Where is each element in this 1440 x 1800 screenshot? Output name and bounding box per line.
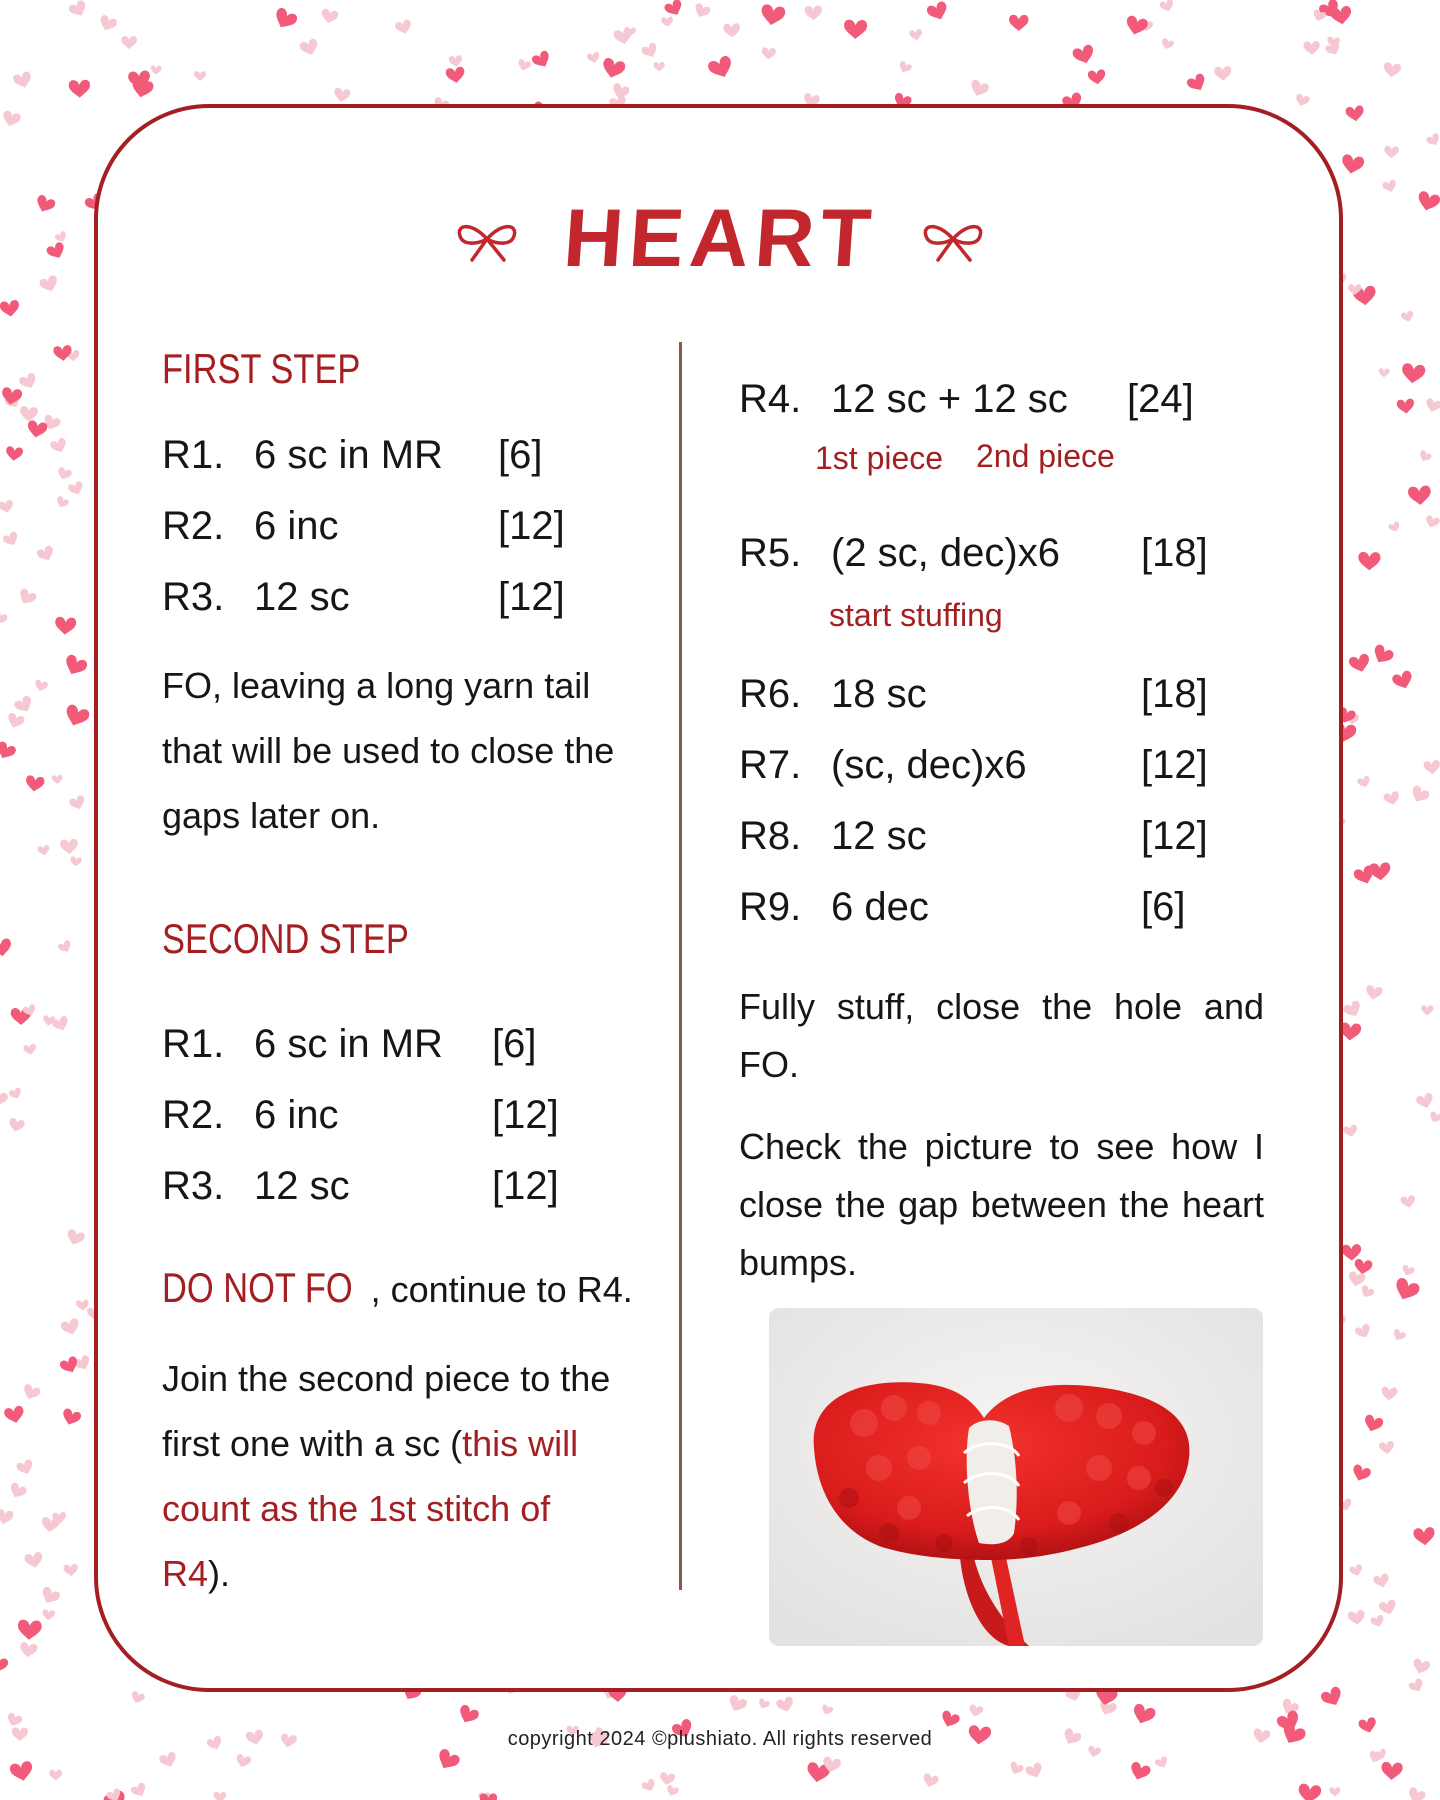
row-r5 [739, 528, 1219, 578]
confetti-heart-icon [1423, 760, 1440, 775]
confetti-heart-icon [661, 16, 674, 27]
confetti-heart-icon [1379, 1441, 1396, 1456]
confetti-heart-icon [939, 1710, 961, 1730]
row-number: R1. [162, 1022, 225, 1066]
confetti-heart-icon [56, 466, 73, 482]
confetti-heart-icon [1341, 1244, 1361, 1261]
confetti-heart-icon [1294, 93, 1310, 108]
confetti-heart-icon [9, 1760, 35, 1783]
confetti-heart-icon [1349, 1564, 1365, 1578]
confetti-heart-icon [62, 653, 89, 679]
join-instruction [162, 1346, 627, 1606]
row-number: R6. [739, 672, 802, 716]
confetti-heart-icon [1421, 1005, 1433, 1015]
confetti-heart-icon [1369, 862, 1392, 881]
confetti-heart-icon [0, 610, 8, 627]
confetti-heart-icon [0, 740, 17, 762]
confetti-heart-icon [0, 1655, 9, 1674]
confetti-heart-icon [0, 938, 13, 958]
confetti-heart-icon [1009, 15, 1029, 31]
copyright-footer: copyright 2024 ©plushiato. All rights reserved [507, 1728, 933, 1750]
confetti-heart-icon [320, 8, 339, 25]
confetti-heart-icon [121, 36, 137, 49]
row-instruction: (sc, dec)x6 [831, 743, 1027, 787]
row-instruction: 12 sc + 12 sc [831, 377, 1068, 421]
confetti-heart-icon [759, 4, 786, 28]
first-step-row-r3 [162, 572, 602, 622]
row-instruction: 6 sc in MR [254, 1022, 443, 1066]
do-not-fo-label: DO NOT FO [162, 1264, 353, 1311]
row-stitch-count: [12] [1141, 814, 1208, 858]
confetti-heart-icon [150, 65, 161, 74]
confetti-heart-icon [1415, 1092, 1435, 1110]
row-instruction: 12 sc [254, 1164, 350, 1208]
confetti-heart-icon [69, 80, 91, 98]
join-text: Join the second piece to the first one with a sc ( [162, 1358, 611, 1464]
confetti-heart-icon [54, 616, 76, 635]
row-stitch-count: [24] [1127, 377, 1194, 421]
row-stitch-count: [6] [492, 1022, 537, 1066]
confetti-heart-icon [445, 66, 466, 84]
row-instruction: 6 sc in MR [254, 433, 443, 477]
confetti-heart-icon [97, 14, 118, 33]
confetti-heart-icon [1370, 643, 1395, 667]
confetti-heart-icon [653, 62, 665, 72]
confetti-heart-icon [1401, 363, 1426, 385]
second-step-row-r2 [162, 1090, 602, 1140]
do-not-fo-line [162, 1264, 662, 1314]
confetti-heart-icon [70, 856, 83, 867]
confetti-heart-icon [1428, 1111, 1440, 1125]
confetti-heart-icon [39, 1585, 62, 1607]
confetti-heart-icon [1, 110, 22, 129]
row-stitch-count: [6] [1141, 885, 1186, 929]
confetti-heart-icon [16, 587, 38, 607]
confetti-heart-icon [726, 1694, 748, 1715]
confetti-heart-icon [1340, 154, 1365, 176]
confetti-heart-icon [1362, 1414, 1384, 1434]
crochet-heart-image [769, 1308, 1263, 1646]
row-stitch-count: [12] [498, 575, 565, 619]
second-step-heading: SECOND STEP [162, 915, 409, 962]
confetti-heart-icon [1347, 1610, 1366, 1627]
confetti-heart-icon [434, 1747, 461, 1773]
confetti-heart-icon [844, 19, 868, 39]
confetti-heart-icon [1411, 1658, 1431, 1676]
confetti-heart-icon [448, 55, 463, 68]
confetti-heart-icon [1324, 41, 1342, 58]
confetti-heart-icon [1319, 1685, 1345, 1709]
confetti-heart-icon [1382, 62, 1401, 79]
confetti-heart-icon [60, 839, 79, 855]
confetti-heart-icon [299, 38, 321, 58]
confetti-heart-icon [1342, 999, 1364, 1019]
row-r6 [739, 669, 1219, 719]
confetti-heart-icon [1392, 1276, 1422, 1303]
row-stitch-count: [6] [498, 433, 543, 477]
confetti-heart-icon [129, 1690, 145, 1705]
confetti-heart-icon [3, 1405, 25, 1425]
confetti-heart-icon [761, 47, 776, 60]
row-stitch-count: [12] [492, 1093, 559, 1137]
confetti-heart-icon [804, 5, 822, 20]
row-number: R2. [162, 1093, 225, 1137]
confetti-heart-icon [40, 1517, 59, 1534]
confetti-heart-icon [34, 679, 49, 692]
confetti-heart-icon [1345, 105, 1365, 122]
row-instruction: 12 sc [831, 814, 927, 858]
row-number: R5. [739, 531, 802, 575]
confetti-heart-icon [49, 1770, 62, 1781]
confetti-heart-icon [8, 1117, 26, 1133]
confetti-heart-icon [1087, 69, 1106, 86]
confetti-heart-icon [42, 1609, 56, 1621]
confetti-heart-icon [1382, 179, 1398, 194]
confetti-heart-icon [13, 694, 35, 715]
confetti-heart-icon [53, 345, 73, 362]
confetti-heart-icon [665, 1784, 680, 1797]
confetti-heart-icon [456, 1703, 481, 1726]
confetti-heart-icon [23, 1043, 38, 1056]
confetti-heart-icon [63, 1563, 79, 1577]
confetti-heart-icon [1381, 1762, 1403, 1781]
confetti-heart-icon [19, 1641, 38, 1658]
confetti-heart-icon [1024, 1762, 1045, 1781]
confetti-heart-icon [0, 386, 23, 406]
row-r8 [739, 811, 1219, 861]
confetti-heart-icon [5, 712, 25, 730]
second-step-row-r1 [162, 1019, 602, 1069]
confetti-heart-icon [25, 775, 45, 793]
row-number: R9. [739, 885, 802, 929]
confetti-heart-icon [1297, 1783, 1322, 1800]
row-stitch-count: [12] [1141, 743, 1208, 787]
r5-note: start stuffing [829, 597, 1003, 633]
confetti-heart-icon [1417, 449, 1432, 463]
confetti-heart-icon [18, 372, 39, 392]
confetti-heart-icon [21, 1383, 41, 1402]
confetti-heart-icon [600, 57, 626, 81]
confetti-heart-icon [531, 49, 553, 70]
confetti-heart-icon [921, 1773, 939, 1789]
confetti-heart-icon [1396, 398, 1415, 414]
row-number: R4. [739, 377, 802, 421]
column-divider [679, 342, 682, 1590]
join-accent-text: this will count as the 1st stitch of R4 [162, 1423, 579, 1594]
row-instruction: 6 dec [831, 885, 929, 929]
row-instruction: 12 sc [254, 575, 350, 619]
confetti-heart-icon [7, 1481, 28, 1501]
first-step-heading: FIRST STEP [162, 345, 361, 392]
confetti-heart-icon [2, 531, 21, 549]
confetti-heart-icon [1124, 15, 1149, 38]
confetti-heart-icon [1348, 653, 1372, 675]
confetti-heart-icon [68, 0, 90, 19]
confetti-heart-icon [897, 60, 913, 75]
row-stitch-count: [12] [492, 1164, 559, 1208]
first-step-row-r2 [162, 501, 602, 551]
confetti-heart-icon [8, 1087, 23, 1101]
row-r9 [739, 882, 1219, 932]
confetti-heart-icon [213, 1792, 226, 1800]
bow-icon [918, 214, 988, 264]
confetti-heart-icon [968, 1704, 984, 1718]
confetti-heart-icon [516, 58, 531, 72]
confetti-heart-icon [775, 1696, 796, 1715]
confetti-heart-icon [640, 42, 660, 61]
confetti-heart-icon [1214, 66, 1232, 81]
confetti-heart-icon [1408, 1677, 1426, 1694]
confetti-heart-icon [909, 29, 923, 42]
confetti-heart-icon [1364, 984, 1383, 1001]
confetti-heart-icon [1130, 1703, 1157, 1728]
confetti-heart-icon [1425, 132, 1440, 148]
row-number: R3. [162, 1164, 225, 1208]
confetti-heart-icon [271, 6, 299, 32]
confetti-heart-icon [49, 437, 69, 455]
confetti-heart-icon [17, 1619, 42, 1640]
confetti-heart-icon [60, 1407, 82, 1427]
row-number: R8. [739, 814, 802, 858]
continue-text: , continue to R4. [370, 1269, 633, 1310]
confetti-heart-icon [663, 0, 685, 19]
join-end-text: ). [208, 1553, 231, 1594]
confetti-heart-icon [26, 420, 48, 440]
bow-icon [452, 214, 522, 264]
confetti-heart-icon [194, 71, 206, 81]
check-picture-instruction: Check the picture to see how I close the gap between the heart bumps. [739, 1126, 1264, 1283]
confetti-heart-icon [1413, 1527, 1436, 1547]
first-step-row-r1 [162, 430, 602, 480]
r4-note-second-piece: 2nd piece [976, 438, 1115, 474]
confetti-heart-icon [51, 774, 63, 784]
confetti-heart-icon [15, 1458, 35, 1477]
row-stitch-count: [12] [498, 504, 565, 548]
confetti-heart-icon [1408, 485, 1432, 506]
row-r7 [739, 740, 1219, 790]
row-number: R3. [162, 575, 225, 619]
confetti-heart-icon [1378, 1599, 1398, 1617]
confetti-heart-icon [12, 70, 34, 90]
confetti-heart-icon [57, 939, 73, 954]
confetti-heart-icon [968, 79, 990, 99]
confetti-heart-icon [65, 1228, 86, 1247]
confetti-heart-icon [1350, 1463, 1372, 1483]
heart-photo [769, 1308, 1263, 1646]
confetti-heart-icon [62, 703, 91, 729]
row-number: R2. [162, 504, 225, 548]
confetti-heart-icon [1356, 775, 1372, 789]
confetti-heart-icon [1400, 1264, 1415, 1278]
confetti-heart-icon [1354, 1323, 1373, 1341]
confetti-heart-icon [757, 1698, 771, 1711]
finish-instruction: Fully stuff, close the hole and FO. [739, 986, 1264, 1085]
confetti-heart-icon [24, 1551, 44, 1569]
row-instruction: 6 inc [254, 1093, 339, 1137]
confetti-heart-icon [1391, 1328, 1407, 1343]
confetti-heart-icon [1370, 1614, 1386, 1629]
confetti-heart-icon [5, 1712, 23, 1729]
confetti-heart-icon [19, 406, 38, 423]
confetti-heart-icon [0, 499, 14, 514]
confetti-heart-icon [1359, 1284, 1376, 1300]
confetti-heart-icon [1160, 37, 1175, 51]
confetti-heart-icon [659, 1772, 676, 1787]
confetti-heart-icon [0, 1508, 14, 1525]
confetti-heart-icon [1372, 1573, 1391, 1590]
confetti-heart-icon [0, 300, 20, 318]
confetti-heart-icon [60, 1317, 82, 1337]
confetti-heart-icon [1383, 791, 1401, 807]
confetti-heart-icon [158, 1751, 178, 1770]
confetti-heart-icon [1154, 1756, 1170, 1771]
confetti-heart-icon [1400, 1195, 1416, 1209]
confetti-heart-icon [1405, 1786, 1426, 1800]
confetti-heart-icon [1185, 72, 1208, 94]
confetti-heart-icon [1384, 146, 1399, 159]
confetti-heart-icon [1159, 0, 1176, 14]
confetti-heart-icon [1128, 1761, 1152, 1783]
row-stitch-count: [18] [1141, 672, 1208, 716]
confetti-heart-icon [1329, 5, 1352, 26]
row-stitch-count: [18] [1141, 531, 1208, 575]
confetti-heart-icon [333, 87, 351, 103]
r4-note-first-piece: 1st piece [815, 440, 944, 476]
page-title: HEART [560, 193, 880, 284]
row-number: R1. [162, 433, 225, 477]
second-step-row-r3 [162, 1161, 602, 1211]
confetti-heart-icon [68, 794, 87, 812]
row-number: R7. [739, 743, 802, 787]
confetti-heart-icon [1303, 41, 1320, 55]
confetti-heart-icon [67, 480, 85, 497]
confetti-heart-icon [707, 54, 736, 81]
row-instruction: 18 sc [831, 672, 927, 716]
confetti-heart-icon [1378, 368, 1389, 377]
confetti-heart-icon [0, 1089, 9, 1108]
confetti-heart-icon [1424, 515, 1440, 530]
confetti-heart-icon [1008, 1761, 1025, 1777]
confetti-heart-icon [692, 2, 711, 20]
row-instruction: (2 sc, dec)x6 [831, 531, 1060, 575]
confetti-heart-icon [1388, 521, 1402, 534]
confetti-heart-icon [36, 545, 57, 564]
confetti-heart-icon [5, 446, 23, 462]
confetti-heart-icon [820, 1704, 834, 1717]
confetti-heart-icon [130, 1782, 149, 1800]
confetti-heart-icon [394, 19, 413, 36]
confetti-heart-icon [586, 51, 601, 64]
confetti-heart-icon [1329, 1787, 1340, 1797]
confetti-heart-icon [1424, 398, 1440, 414]
title-row [0, 193, 1440, 284]
confetti-heart-icon [1071, 44, 1096, 67]
confetti-heart-icon [641, 1778, 658, 1794]
confetti-heart-icon [1358, 552, 1380, 571]
row-r4 [739, 374, 1219, 424]
confetti-heart-icon [1408, 784, 1431, 805]
confetti-heart-icon [1353, 1259, 1372, 1276]
confetti-heart-icon [234, 1753, 252, 1769]
confetti-heart-icon [1381, 1386, 1398, 1401]
confetti-heart-icon [723, 23, 741, 38]
confetti-heart-icon [1391, 670, 1415, 692]
confetti-heart-icon [1400, 310, 1415, 323]
confetti-heart-icon [1343, 1124, 1359, 1138]
confetti-heart-icon [37, 845, 50, 857]
first-step-note: FO, leaving a long yarn tail that will be used to close the gaps later on. [162, 665, 615, 836]
confetti-heart-icon [926, 0, 951, 23]
row-instruction: 6 inc [254, 504, 339, 548]
confetti-heart-icon [613, 28, 633, 46]
confetti-heart-icon [54, 495, 69, 510]
